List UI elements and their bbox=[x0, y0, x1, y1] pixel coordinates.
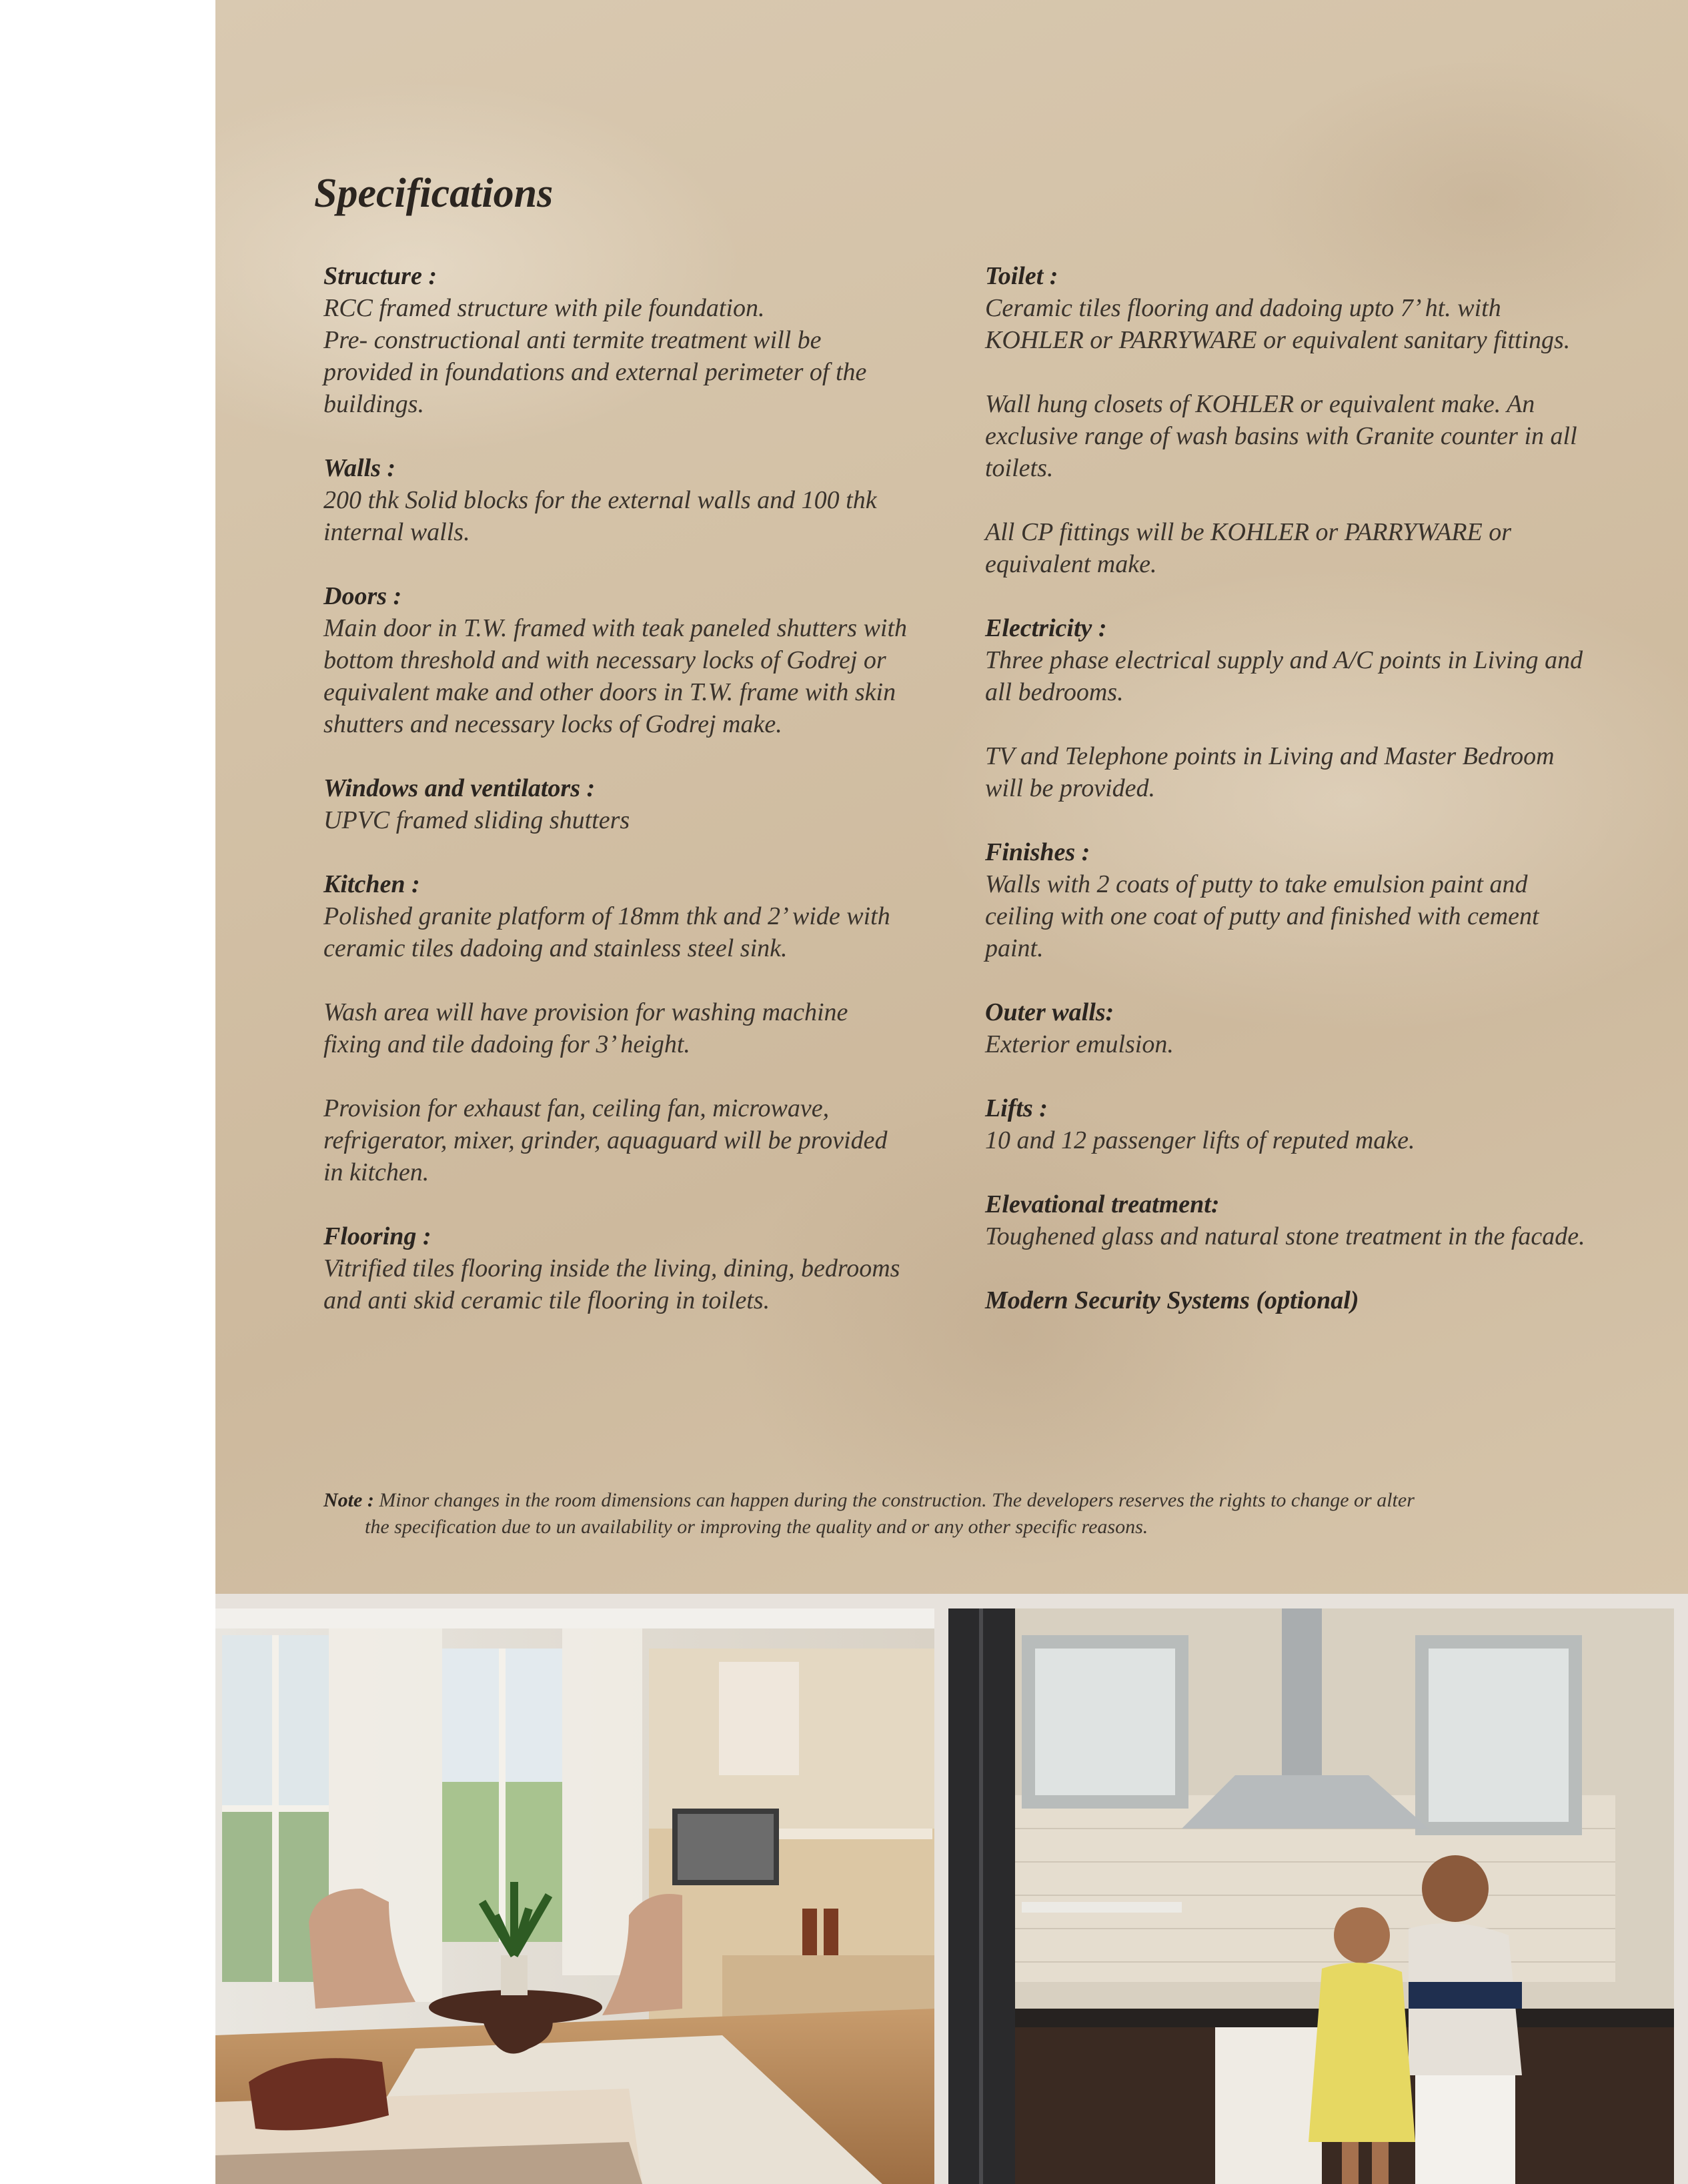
spec-section-text: Ceramic tiles flooring and dadoing upto 7’ ht. with KOHLER or PARRYWARE or equivalent sanitary fittings. bbox=[985, 294, 1571, 354]
page-title: Specifications bbox=[314, 171, 554, 216]
bedroom-illustration bbox=[215, 1608, 934, 2184]
spec-section bbox=[323, 580, 910, 740]
spec-section-title: Toilet : bbox=[985, 262, 1058, 290]
disclaimer-note bbox=[323, 1487, 1564, 1540]
specifications-right-column bbox=[985, 260, 1599, 1348]
spec-section-text: RCC framed structure with pile foundation. Pre- constructional anti termite treatment will be provided in foundations and external perimeter of the buildings. bbox=[323, 294, 867, 418]
spec-section-title: Kitchen : bbox=[323, 870, 420, 898]
spec-section-text: Walls with 2 coats of putty to take emulsion paint and ceiling with one coat of putty and finished with cement paint. bbox=[985, 870, 1539, 962]
kitchen-illustration bbox=[948, 1608, 1674, 2184]
spec-section bbox=[323, 452, 910, 548]
specifications-left-column bbox=[323, 260, 910, 1348]
spec-section-title: Outer walls: bbox=[985, 998, 1114, 1026]
spec-section-text: Polished granite platform of 18mm thk and 2’ wide with ceramic tiles dadoing and stainless steel sink. bbox=[323, 902, 890, 962]
photo-gap bbox=[934, 1608, 948, 2184]
spec-section-title: Elevational treatment: bbox=[985, 1190, 1220, 1218]
note-label: Note : bbox=[323, 1489, 374, 1511]
spec-section bbox=[985, 260, 1599, 580]
spec-section-text: Main door in T.W. framed with teak paneled shutters with bottom threshold and with necessary locks of Godrej or equivalent make and other doors in T.W. frame with skin shutters and necessary locks of Godrej make. bbox=[323, 614, 908, 738]
spec-section-title: Flooring : bbox=[323, 1222, 432, 1250]
spec-section bbox=[323, 868, 910, 1188]
spec-section-text: Toughened glass and natural stone treatment in the facade. bbox=[985, 1222, 1585, 1250]
spec-section-title: Walls : bbox=[323, 454, 396, 482]
spec-section-title: Lifts : bbox=[985, 1094, 1048, 1122]
spec-section bbox=[985, 996, 1599, 1060]
spec-section-title: Finishes : bbox=[985, 838, 1090, 866]
spec-section-text: Provision for exhaust fan, ceiling fan, microwave, refrigerator, mixer, grinder, aquaguard will be provided in kitchen. bbox=[323, 1094, 888, 1186]
bedroom-photo bbox=[215, 1608, 934, 2184]
spec-section-text: Three phase electrical supply and A/C points in Living and all bedrooms. bbox=[985, 646, 1583, 706]
spec-section-text: TV and Telephone points in Living and Master Bedroom will be provided. bbox=[985, 742, 1555, 802]
spec-section-text: 200 thk Solid blocks for the external walls and 100 thk internal walls. bbox=[323, 486, 877, 546]
photo-divider bbox=[215, 1594, 1688, 1608]
spec-section bbox=[985, 836, 1599, 964]
spec-section bbox=[323, 772, 910, 836]
note-line-1: Minor changes in the room dimensions can happen during the construction. The developers reserves the rights to change or alter bbox=[373, 1489, 1415, 1511]
spec-section-title: Modern Security Systems (optional) bbox=[985, 1286, 1359, 1314]
kitchen-photo bbox=[948, 1608, 1674, 2184]
spec-section-title: Doors : bbox=[323, 582, 402, 610]
spec-section-title: Windows and ventilators : bbox=[323, 774, 596, 802]
spec-section-text: Vitrified tiles flooring inside the living, dining, bedrooms and anti skid ceramic tile flooring in toilets. bbox=[323, 1254, 900, 1314]
spec-section-text: All CP fittings will be KOHLER or PARRYWARE or equivalent make. bbox=[985, 518, 1512, 578]
spec-section-text: Wall hung closets of KOHLER or equivalent make. An exclusive range of wash basins with Granite counter in all toilets. bbox=[985, 390, 1577, 482]
spec-section bbox=[985, 1092, 1599, 1156]
spec-section bbox=[323, 1220, 910, 1316]
spec-section bbox=[985, 1284, 1599, 1316]
spec-section-title: Structure : bbox=[323, 262, 437, 290]
specifications-panel bbox=[215, 0, 1688, 1594]
spec-section-text: Exterior emulsion. bbox=[985, 1030, 1174, 1058]
spec-section bbox=[323, 260, 910, 420]
spec-section-text: 10 and 12 passenger lifts of reputed make. bbox=[985, 1126, 1415, 1154]
photo-right-gap bbox=[1674, 1608, 1688, 2184]
spec-section bbox=[985, 1188, 1599, 1252]
spec-section-title: Electricity : bbox=[985, 614, 1107, 642]
note-line-2: the specification due to un availability or improving the quality and or any other specific reasons. bbox=[365, 1516, 1148, 1538]
spec-section-text: Wash area will have provision for washing machine fixing and tile dadoing for 3’ height. bbox=[323, 998, 848, 1058]
spec-section-text: UPVC framed sliding shutters bbox=[323, 806, 630, 834]
spec-section bbox=[985, 612, 1599, 804]
